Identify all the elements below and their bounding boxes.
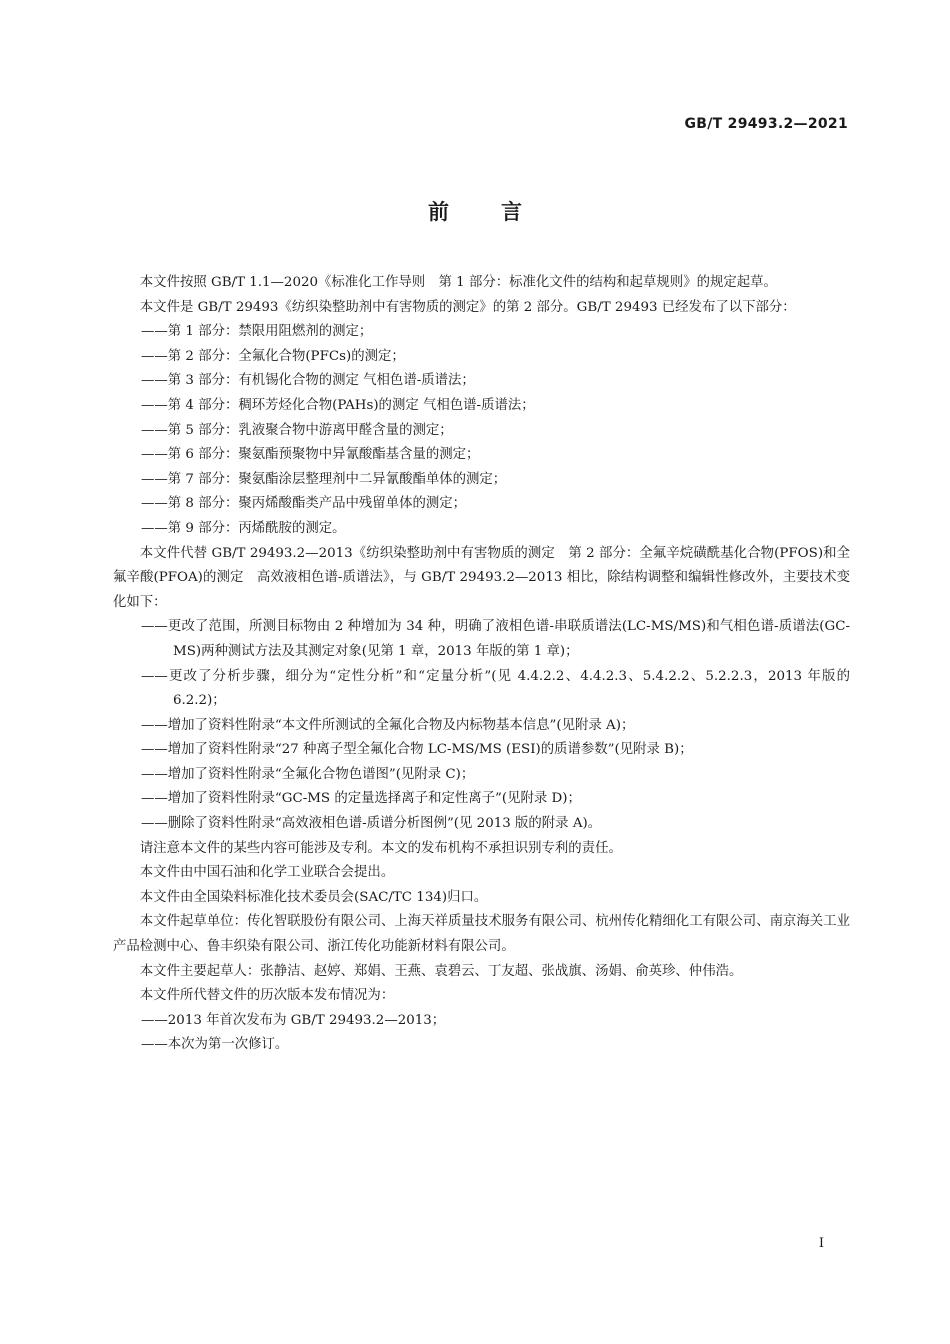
paragraph-patent-notice: 请注意本文件的某些内容可能涉及专利。本文的发布机构不承担识别专利的责任。 xyxy=(139,840,622,856)
list-item-change-7: ——删除了资料性附录“高效液相色谱-质谱分析图例”(见 2013 版的附录 A)。 xyxy=(141,816,602,832)
list-item-change-1: ——更改了范围，所测目标物由 2 种增加为 34 种，明确了液相色谱-串联质谱法(LC-MS/MS)和气相色谱-质谱法(GC-MS)两种测试方法及其测定对象(见第 1 章，2013 年版的第 1 章)； xyxy=(141,619,850,659)
paragraph-proposed-by: 本文件由中国石油和化学工业联合会提出。 xyxy=(139,865,395,881)
list-item-change-6: ——增加了资料性附录“GC-MS 的定量选择离子和定性离子”(见附录 D)； xyxy=(141,791,581,807)
list-item-part-7: ——第 7 部分：聚氨酯涂层整理剂中二异氰酸酯单体的测定； xyxy=(141,471,507,487)
paragraph-series-intro: 本文件是 GB/T 29493《纺织染整助剂中有害物质的测定》的第 2 部分。GB/T 29493 已经发布了以下部分： xyxy=(139,299,796,315)
list-item-part-8: ——第 8 部分：聚丙烯酸酯类产品中残留单体的测定； xyxy=(141,496,467,512)
list-item-part-1: ——第 1 部分：禁限用阻燃剂的测定； xyxy=(141,324,373,340)
list-item-part-6: ——第 6 部分：聚氨酯预聚物中异氰酸酯基含量的测定； xyxy=(141,447,480,463)
list-item-change-3: ——增加了资料性附录“本文件所测试的全氟化合物及内标物基本信息”(见附录 A)； xyxy=(141,717,635,733)
paragraph-drafting-rule: 本文件按照 GB/T 1.1—2020《标准化工作导则 第 1 部分：标准化文件的结构和起草规则》的规定起草。 xyxy=(139,275,777,290)
paragraph-version-history: 本文件所代替文件的历次版本发布情况为： xyxy=(139,988,395,1004)
list-item-change-4: ——增加了资料性附录“27 种离子型全氟化合物 LC-MS/MS (ESI)的质谱参数”(见附录 B)； xyxy=(141,742,693,758)
list-item-part-3: ——第 3 部分：有机锡化合物的测定 气相色谱-质谱法； xyxy=(141,373,475,389)
list-item-history-1: ——2013 年首次发布为 GB/T 29493.2—2013； xyxy=(141,1012,446,1028)
list-item-part-5: ——第 5 部分：乳液聚合物中游离甲醛含量的测定； xyxy=(141,422,453,438)
list-item-history-2: ——本次为第一次修订。 xyxy=(141,1037,289,1053)
page-title: 前言 xyxy=(428,200,574,224)
page-number: I xyxy=(818,1236,824,1251)
paragraph-technical-committee: 本文件由全国染料标准化技术委员会(SAC/TC 134)归口。 xyxy=(139,889,488,905)
list-item-part-4: ——第 4 部分：稠环芳烃化合物(PAHs)的测定 气相色谱-质谱法； xyxy=(141,397,535,413)
list-item-change-2: ——更改了分析步骤，细分为“定性分析”和“定量分析”(见 4.4.2.2、4.4.2.3、5.4.2.2、5.2.2.3，2013 年版的 6.2.2)； xyxy=(141,668,850,709)
paragraph-replaces: 本文件代替 GB/T 29493.2—2013《纺织染整助剂中有害物质的测定 第 2 部分：全氟辛烷磺酰基化合物(PFOS)和全氟辛酸(PFOA)的测定 高效液相色谱-质谱法》，与 GB/T 29493.2—2013 相比，除结构调整和编辑性修改外，主要技术变化如下： xyxy=(113,545,850,610)
list-item-part-2: ——第 2 部分：全氟化合物(PFCs)的测定； xyxy=(141,348,405,364)
document-body xyxy=(113,271,850,1058)
list-item-part-9: ——第 9 部分：丙烯酰胺的测定。 xyxy=(141,520,346,536)
standard-code: GB/T 29493.2—2021 xyxy=(684,116,848,132)
paragraph-drafting-units: 本文件起草单位：传化智联股份有限公司、上海天祥质量技术服务有限公司、杭州传化精细化工有限公司、南京海关工业产品检测中心、鲁丰织染有限公司、浙江传化功能新材料有限公司。 xyxy=(113,914,850,955)
list-item-change-5: ——增加了资料性附录“全氟化合物色谱图”(见附录 C)； xyxy=(141,766,475,782)
paragraph-drafters: 本文件主要起草人：张静洁、赵婷、郑娟、王燕、袁碧云、丁友超、张战旗、汤娟、俞英珍、仲伟浩。 xyxy=(139,963,743,979)
